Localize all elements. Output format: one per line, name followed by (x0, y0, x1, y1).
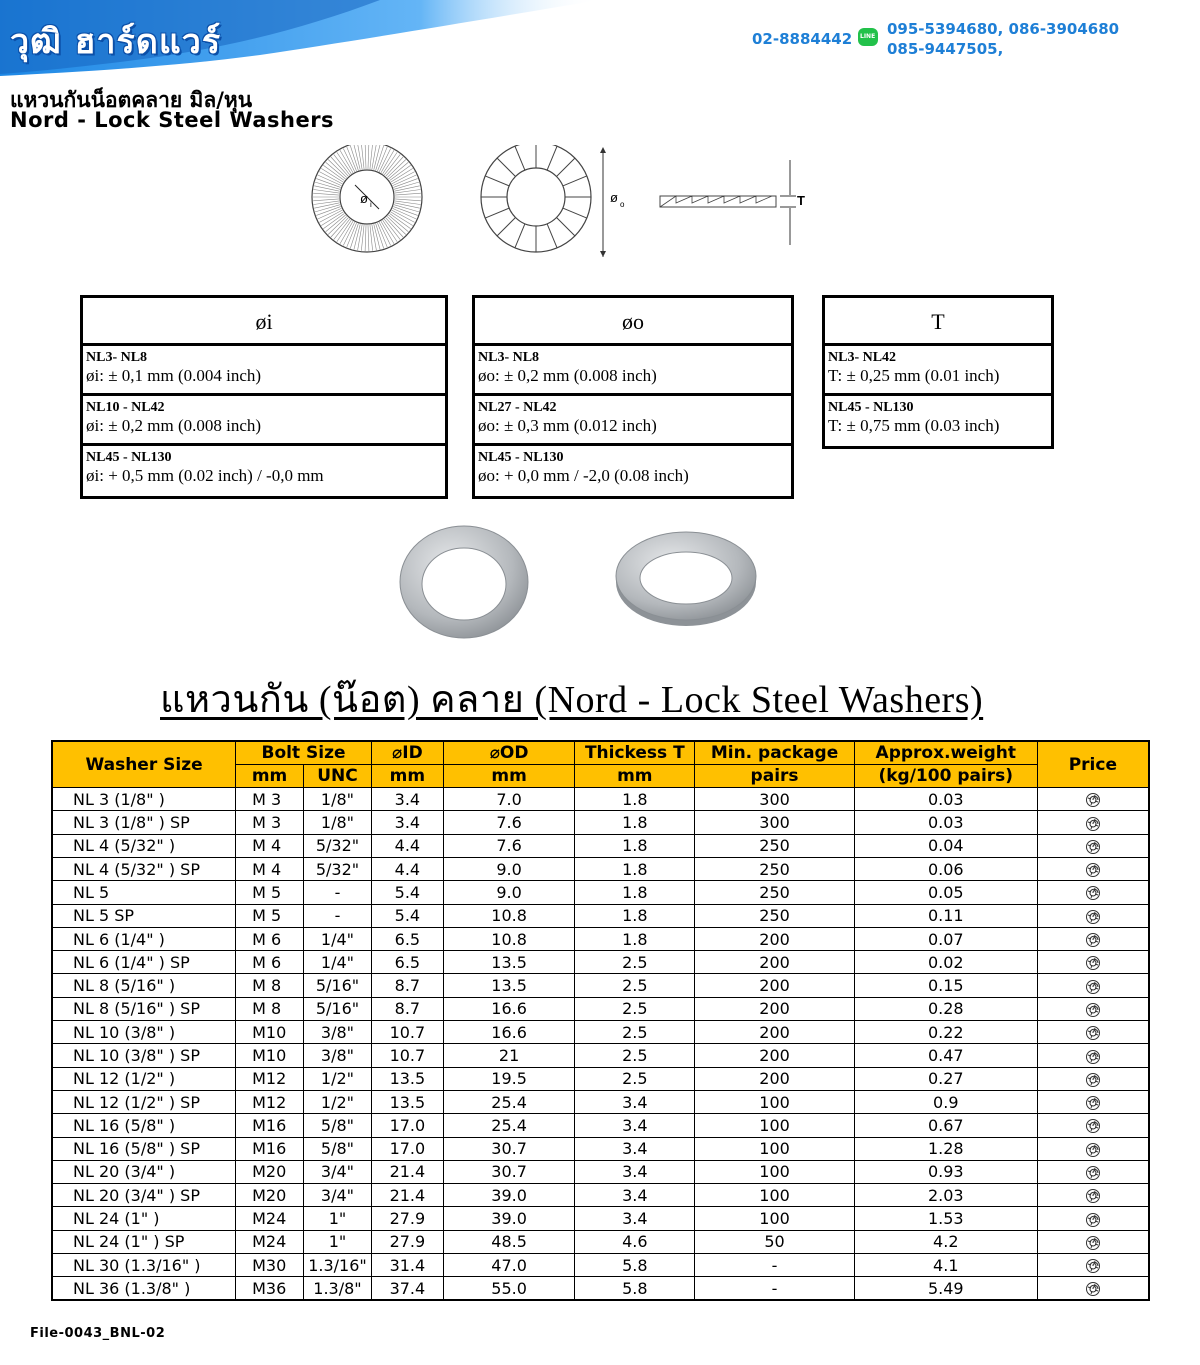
cell-id: 10.7 (371, 1021, 443, 1044)
cell-bolt-mm: M30 (236, 1254, 304, 1277)
washer-cam-view (481, 145, 625, 257)
washer-photo-2 (616, 532, 756, 626)
col-od: ⌀OD (443, 741, 575, 764)
subcol-thickness-unit: mm (575, 764, 695, 787)
cell-washer-size: NL 5 (52, 881, 236, 904)
cell-od: 9.0 (443, 881, 575, 904)
cell-bolt-mm: M 4 (236, 834, 304, 857)
subcol-weight-unit: (kg/100 pairs) (854, 764, 1037, 787)
cell-washer-size: NL 16 (5/8" ) (52, 1114, 236, 1137)
cell-washer-size: NL 24 (1" ) (52, 1207, 236, 1230)
cell-od: 13.5 (443, 951, 575, 974)
cell-thickness: 1.8 (575, 904, 695, 927)
cell-thickness: 3.4 (575, 1137, 695, 1160)
cell-price[interactable] (1037, 857, 1149, 880)
cell-min-package: 200 (695, 974, 855, 997)
cell-thickness: 1.8 (575, 788, 695, 811)
cell-price[interactable] (1037, 1090, 1149, 1113)
cell-weight: 0.05 (854, 881, 1037, 904)
cell-min-package: 250 (695, 857, 855, 880)
cell-washer-size: NL 6 (1/4" ) (52, 927, 236, 950)
tolerance-row: NL45 - NL130 T: ± 0,75 mm (0.03 inch) (828, 400, 1000, 435)
cell-bolt-mm: M 4 (236, 857, 304, 880)
tolerance-header-inner: øi (83, 298, 445, 346)
cell-price[interactable] (1037, 927, 1149, 950)
cell-price[interactable] (1037, 1277, 1149, 1300)
cell-od: 30.7 (443, 1137, 575, 1160)
cell-min-package: 100 (695, 1114, 855, 1137)
cell-price[interactable] (1037, 881, 1149, 904)
subcol-bolt-mm: mm (236, 764, 304, 787)
cell-bolt-unc: 5/32" (304, 857, 372, 880)
cell-price[interactable] (1037, 1044, 1149, 1067)
cell-bolt-unc: 5/8" (304, 1137, 372, 1160)
spec-table-body (52, 788, 1149, 1301)
cell-bolt-mm: M12 (236, 1090, 304, 1113)
spiral-icon[interactable] (1085, 792, 1101, 808)
cell-thickness: 5.8 (575, 1254, 695, 1277)
cell-weight: 0.67 (854, 1114, 1037, 1137)
table-row (52, 1184, 1149, 1207)
cell-bolt-mm: M10 (236, 1021, 304, 1044)
phones-line-1: 095-5394680, 086-3904680 (887, 20, 1120, 38)
spiral-icon[interactable] (1085, 1025, 1101, 1041)
cell-weight: 0.28 (854, 997, 1037, 1020)
table-row (52, 1277, 1149, 1300)
table-row (52, 1137, 1149, 1160)
cell-od: 39.0 (443, 1207, 575, 1230)
cell-min-package: 200 (695, 1021, 855, 1044)
spiral-icon[interactable] (1085, 1002, 1101, 1018)
cell-bolt-unc: 3/8" (304, 1044, 372, 1067)
spiral-icon[interactable] (1085, 1281, 1101, 1297)
cell-od: 16.6 (443, 1021, 575, 1044)
cell-min-package: 200 (695, 1067, 855, 1090)
cell-bolt-mm: M36 (236, 1277, 304, 1300)
cell-bolt-mm: M 3 (236, 811, 304, 834)
cell-thickness: 2.5 (575, 951, 695, 974)
spiral-icon[interactable] (1085, 1235, 1101, 1251)
tolerance-box-thickness (822, 295, 1054, 449)
table-row (52, 834, 1149, 857)
cell-washer-size: NL 3 (1/8" ) SP (52, 811, 236, 834)
cell-price[interactable] (1037, 1021, 1149, 1044)
cell-bolt-unc: 5/16" (304, 997, 372, 1020)
cell-bolt-mm: M 5 (236, 904, 304, 927)
washer-front-view (312, 145, 422, 252)
washer-spec-table (51, 740, 1150, 1301)
cell-bolt-unc: 1/8" (304, 811, 372, 834)
spiral-icon[interactable] (1085, 1118, 1101, 1134)
cell-id: 6.5 (371, 927, 443, 950)
cell-min-package: 250 (695, 834, 855, 857)
cell-bolt-unc: 3/8" (304, 1021, 372, 1044)
cell-price[interactable] (1037, 834, 1149, 857)
cell-bolt-unc: 5/8" (304, 1114, 372, 1137)
cell-min-package: 200 (695, 997, 855, 1020)
cell-washer-size: NL 16 (5/8" ) SP (52, 1137, 236, 1160)
cell-thickness: 1.8 (575, 811, 695, 834)
cell-bolt-mm: M16 (236, 1114, 304, 1137)
cell-min-package: 100 (695, 1207, 855, 1230)
col-price: Price (1037, 741, 1149, 788)
cell-min-package: 250 (695, 881, 855, 904)
subcol-package-unit: pairs (695, 764, 855, 787)
outer-dia-sub: o (620, 200, 625, 209)
cell-thickness: 2.5 (575, 974, 695, 997)
cell-bolt-unc: 1.3/8" (304, 1277, 372, 1300)
cell-washer-size: NL 10 (3/8" ) SP (52, 1044, 236, 1067)
cell-bolt-unc: 5/16" (304, 974, 372, 997)
cell-washer-size: NL 4 (5/32" ) SP (52, 857, 236, 880)
cell-price[interactable] (1037, 811, 1149, 834)
spiral-icon[interactable] (1085, 1188, 1101, 1204)
cell-od: 55.0 (443, 1277, 575, 1300)
inner-dia-sub: i (370, 200, 372, 209)
cell-id: 31.4 (371, 1254, 443, 1277)
cell-bolt-unc: 1/8" (304, 788, 372, 811)
cell-washer-size: NL 20 (3/4" ) SP (52, 1184, 236, 1207)
washer-profile-view (660, 160, 805, 245)
cell-thickness: 4.6 (575, 1230, 695, 1253)
col-thickness: Thickess T (575, 741, 695, 764)
cell-id: 17.0 (371, 1137, 443, 1160)
cell-weight: 0.03 (854, 788, 1037, 811)
tolerance-row: NL45 - NL130 øi: + 0,5 mm (0.02 inch) / -0,0 mm (86, 450, 324, 485)
cell-washer-size: NL 6 (1/4" ) SP (52, 951, 236, 974)
table-row (52, 1090, 1149, 1113)
spiral-icon[interactable] (1085, 839, 1101, 855)
tolerance-header-outer: øo (475, 298, 791, 346)
cell-thickness: 2.5 (575, 997, 695, 1020)
cell-thickness: 2.5 (575, 1067, 695, 1090)
brand-logo-text: วุฒิ ฮาร์ดแวร์ (10, 22, 222, 62)
cell-washer-size: NL 12 (1/2" ) SP (52, 1090, 236, 1113)
table-row (52, 1207, 1149, 1230)
spiral-icon[interactable] (1085, 1258, 1101, 1274)
cell-thickness: 3.4 (575, 1114, 695, 1137)
cell-od: 13.5 (443, 974, 575, 997)
cell-price[interactable] (1037, 1207, 1149, 1230)
cell-min-package: 250 (695, 904, 855, 927)
cell-od: 21 (443, 1044, 575, 1067)
thickness-label: T (797, 193, 805, 208)
cell-price[interactable] (1037, 997, 1149, 1020)
cell-bolt-mm: M20 (236, 1160, 304, 1183)
cell-price[interactable] (1037, 951, 1149, 974)
table-row (52, 881, 1149, 904)
spiral-icon[interactable] (1085, 932, 1101, 948)
table-row (52, 927, 1149, 950)
cell-thickness: 5.8 (575, 1277, 695, 1300)
cell-washer-size: NL 36 (1.3/8" ) (52, 1277, 236, 1300)
cell-od: 25.4 (443, 1114, 575, 1137)
spiral-icon[interactable] (1085, 1072, 1101, 1088)
spiral-icon[interactable] (1085, 816, 1101, 832)
cell-min-package: 200 (695, 951, 855, 974)
cell-weight: 0.93 (854, 1160, 1037, 1183)
cell-bolt-unc: 1/4" (304, 951, 372, 974)
phones-line-2: 085-9447505, (887, 40, 1004, 58)
cell-id: 13.5 (371, 1067, 443, 1090)
cell-weight: 4.2 (854, 1230, 1037, 1253)
cell-thickness: 3.4 (575, 1207, 695, 1230)
cell-min-package: 100 (695, 1160, 855, 1183)
cell-id: 4.4 (371, 834, 443, 857)
cell-od: 16.6 (443, 997, 575, 1020)
cell-min-package: 300 (695, 788, 855, 811)
cell-od: 7.6 (443, 834, 575, 857)
cell-id: 4.4 (371, 857, 443, 880)
cell-bolt-mm: M16 (236, 1137, 304, 1160)
file-reference: File-0043_BNL-02 (30, 1326, 166, 1341)
cell-bolt-unc: - (304, 881, 372, 904)
cell-od: 19.5 (443, 1067, 575, 1090)
cell-washer-size: NL 8 (5/16" ) SP (52, 997, 236, 1020)
main-phone[interactable]: 02-8884442 (752, 30, 853, 48)
cell-id: 8.7 (371, 997, 443, 1020)
tolerance-row: NL27 - NL42 øo: ± 0,3 mm (0.012 inch) (475, 396, 791, 446)
cell-bolt-unc: 1/4" (304, 927, 372, 950)
subcol-id-unit: mm (371, 764, 443, 787)
spiral-icon[interactable] (1085, 885, 1101, 901)
cell-weight: 4.1 (854, 1254, 1037, 1277)
cell-price[interactable] (1037, 1254, 1149, 1277)
cell-thickness: 2.5 (575, 1021, 695, 1044)
col-min-package: Min. package (695, 741, 855, 764)
cell-id: 37.4 (371, 1277, 443, 1300)
spiral-icon[interactable] (1085, 1142, 1101, 1158)
cell-washer-size: NL 12 (1/2" ) (52, 1067, 236, 1090)
cell-thickness: 3.4 (575, 1160, 695, 1183)
tolerance-row: NL3- NL8 øi: ± 0,1 mm (0.004 inch) (83, 346, 445, 396)
cell-weight: 0.11 (854, 904, 1037, 927)
tolerance-row: NL3- NL8 øo: ± 0,2 mm (0.008 inch) (475, 346, 791, 396)
cell-thickness: 3.4 (575, 1090, 695, 1113)
table-row (52, 1067, 1149, 1090)
cell-price[interactable] (1037, 1067, 1149, 1090)
cell-id: 3.4 (371, 788, 443, 811)
cell-bolt-mm: M 5 (236, 881, 304, 904)
cell-thickness: 3.4 (575, 1184, 695, 1207)
cell-weight: 0.04 (854, 834, 1037, 857)
inner-dia-label: ø (360, 191, 368, 206)
spiral-icon[interactable] (1085, 1095, 1101, 1111)
cell-od: 7.0 (443, 788, 575, 811)
cell-washer-size: NL 20 (3/4" ) (52, 1160, 236, 1183)
cell-washer-size: NL 10 (3/8" ) (52, 1021, 236, 1044)
table-title: แหวนกัน (น๊อต) คลาย (Nord - Lock Steel Washers) (160, 679, 984, 721)
cell-thickness: 1.8 (575, 881, 695, 904)
page-title-thai: แหวนกันน็อตคลาย มิล/หุน (10, 88, 253, 112)
cell-washer-size: NL 24 (1" ) SP (52, 1230, 236, 1253)
spiral-icon[interactable] (1085, 1049, 1101, 1065)
tolerance-row: NL10 - NL42 øi: ± 0,2 mm (0.008 inch) (83, 396, 445, 446)
table-row (52, 1254, 1149, 1277)
cell-bolt-mm: M 3 (236, 788, 304, 811)
cell-bolt-mm: M 8 (236, 974, 304, 997)
cell-price[interactable] (1037, 904, 1149, 927)
cell-od: 9.0 (443, 857, 575, 880)
cell-id: 5.4 (371, 881, 443, 904)
table-row (52, 1044, 1149, 1067)
table-row (52, 951, 1149, 974)
cell-weight: 5.49 (854, 1277, 1037, 1300)
cell-bolt-mm: M24 (236, 1207, 304, 1230)
cell-weight: 1.28 (854, 1137, 1037, 1160)
tolerance-header-thickness: T (825, 298, 1051, 346)
cell-price[interactable] (1037, 788, 1149, 811)
table-row (52, 904, 1149, 927)
spiral-icon[interactable] (1085, 1165, 1101, 1181)
cell-weight: 2.03 (854, 1184, 1037, 1207)
cell-washer-size: NL 4 (5/32" ) (52, 834, 236, 857)
subcol-bolt-unc: UNC (304, 764, 372, 787)
table-row (52, 1160, 1149, 1183)
cell-weight: 0.15 (854, 974, 1037, 997)
cell-bolt-unc: 1" (304, 1207, 372, 1230)
tolerance-box-inner (80, 295, 448, 499)
spiral-icon[interactable] (1085, 862, 1101, 878)
cell-weight: 0.02 (854, 951, 1037, 974)
cell-min-package: 100 (695, 1090, 855, 1113)
cell-washer-size: NL 3 (1/8" ) (52, 788, 236, 811)
cell-weight: 0.03 (854, 811, 1037, 834)
cell-id: 21.4 (371, 1184, 443, 1207)
cell-bolt-mm: M10 (236, 1044, 304, 1067)
cell-min-package: 50 (695, 1230, 855, 1253)
cell-bolt-unc: 5/32" (304, 834, 372, 857)
cell-id: 27.9 (371, 1207, 443, 1230)
cell-id: 27.9 (371, 1230, 443, 1253)
cell-bolt-unc: 3/4" (304, 1184, 372, 1207)
cell-od: 48.5 (443, 1230, 575, 1253)
cell-min-package: - (695, 1277, 855, 1300)
cell-min-package: 100 (695, 1137, 855, 1160)
cell-weight: 0.9 (854, 1090, 1037, 1113)
cell-min-package: 300 (695, 811, 855, 834)
col-bolt-size: Bolt Size (236, 741, 372, 764)
cell-thickness: 2.5 (575, 1044, 695, 1067)
cell-bolt-unc: - (304, 904, 372, 927)
table-row (52, 1114, 1149, 1137)
cell-id: 6.5 (371, 951, 443, 974)
cell-price[interactable] (1037, 1160, 1149, 1183)
spiral-icon[interactable] (1085, 979, 1101, 995)
cell-bolt-mm: M20 (236, 1184, 304, 1207)
cell-od: 39.0 (443, 1184, 575, 1207)
page-title-english: Nord - Lock Steel Washers (10, 108, 335, 132)
cell-id: 10.7 (371, 1044, 443, 1067)
washer-technical-drawing (300, 145, 820, 265)
cell-price[interactable] (1037, 1184, 1149, 1207)
cell-price[interactable] (1037, 974, 1149, 997)
cell-od: 30.7 (443, 1160, 575, 1183)
cell-bolt-unc: 1" (304, 1230, 372, 1253)
cell-weight: 0.22 (854, 1021, 1037, 1044)
cell-price[interactable] (1037, 1230, 1149, 1253)
table-row (52, 974, 1149, 997)
cell-bolt-unc: 1/2" (304, 1090, 372, 1113)
cell-thickness: 1.8 (575, 927, 695, 950)
tolerance-row: NL45 - NL130 øo: + 0,0 mm / -2,0 (0.08 inch) (478, 450, 689, 485)
cell-bolt-unc: 3/4" (304, 1160, 372, 1183)
cell-weight: 0.47 (854, 1044, 1037, 1067)
cell-min-package: 100 (695, 1184, 855, 1207)
cell-id: 5.4 (371, 904, 443, 927)
table-row (52, 1021, 1149, 1044)
table-row (52, 997, 1149, 1020)
cell-min-package: 200 (695, 1044, 855, 1067)
cell-bolt-mm: M 6 (236, 927, 304, 950)
cell-od: 47.0 (443, 1254, 575, 1277)
cell-id: 17.0 (371, 1114, 443, 1137)
outer-dia-label: ø (610, 190, 618, 205)
cell-id: 13.5 (371, 1090, 443, 1113)
table-row (52, 857, 1149, 880)
cell-washer-size: NL 5 SP (52, 904, 236, 927)
cell-od: 10.8 (443, 927, 575, 950)
cell-thickness: 1.8 (575, 834, 695, 857)
cell-od: 7.6 (443, 811, 575, 834)
cell-bolt-unc: 1/2" (304, 1067, 372, 1090)
cell-bolt-mm: M 6 (236, 951, 304, 974)
cell-weight: 0.27 (854, 1067, 1037, 1090)
subcol-od-unit: mm (443, 764, 575, 787)
cell-bolt-mm: M 8 (236, 997, 304, 1020)
cell-washer-size: NL 30 (1.3/16" ) (52, 1254, 236, 1277)
cell-min-package: 200 (695, 927, 855, 950)
cell-washer-size: NL 8 (5/16" ) (52, 974, 236, 997)
spiral-icon[interactable] (1085, 955, 1101, 971)
line-app-icon (858, 28, 878, 46)
washer-photo-1 (400, 526, 528, 638)
cell-bolt-mm: M24 (236, 1230, 304, 1253)
cell-thickness: 1.8 (575, 857, 695, 880)
cell-min-package: - (695, 1254, 855, 1277)
cell-weight: 1.53 (854, 1207, 1037, 1230)
cell-bolt-unc: 1.3/16" (304, 1254, 372, 1277)
spiral-icon[interactable] (1085, 1212, 1101, 1228)
col-washer-size: Washer Size (52, 741, 236, 788)
cell-price[interactable] (1037, 1114, 1149, 1137)
cell-id: 21.4 (371, 1160, 443, 1183)
cell-bolt-mm: M12 (236, 1067, 304, 1090)
cell-weight: 0.06 (854, 857, 1037, 880)
col-id: ⌀ID (371, 741, 443, 764)
spiral-icon[interactable] (1085, 909, 1101, 925)
tolerance-box-outer (472, 295, 794, 499)
washer-product-photos (390, 520, 790, 650)
cell-od: 10.8 (443, 904, 575, 927)
table-row (52, 811, 1149, 834)
col-weight: Approx.weight (854, 741, 1037, 764)
tolerance-row: NL3- NL42 T: ± 0,25 mm (0.01 inch) (825, 346, 1051, 396)
cell-weight: 0.07 (854, 927, 1037, 950)
cell-od: 25.4 (443, 1090, 575, 1113)
mobile-phones[interactable] (887, 19, 1119, 59)
table-row (52, 788, 1149, 811)
cell-id: 3.4 (371, 811, 443, 834)
table-row (52, 1230, 1149, 1253)
cell-price[interactable] (1037, 1137, 1149, 1160)
cell-id: 8.7 (371, 974, 443, 997)
